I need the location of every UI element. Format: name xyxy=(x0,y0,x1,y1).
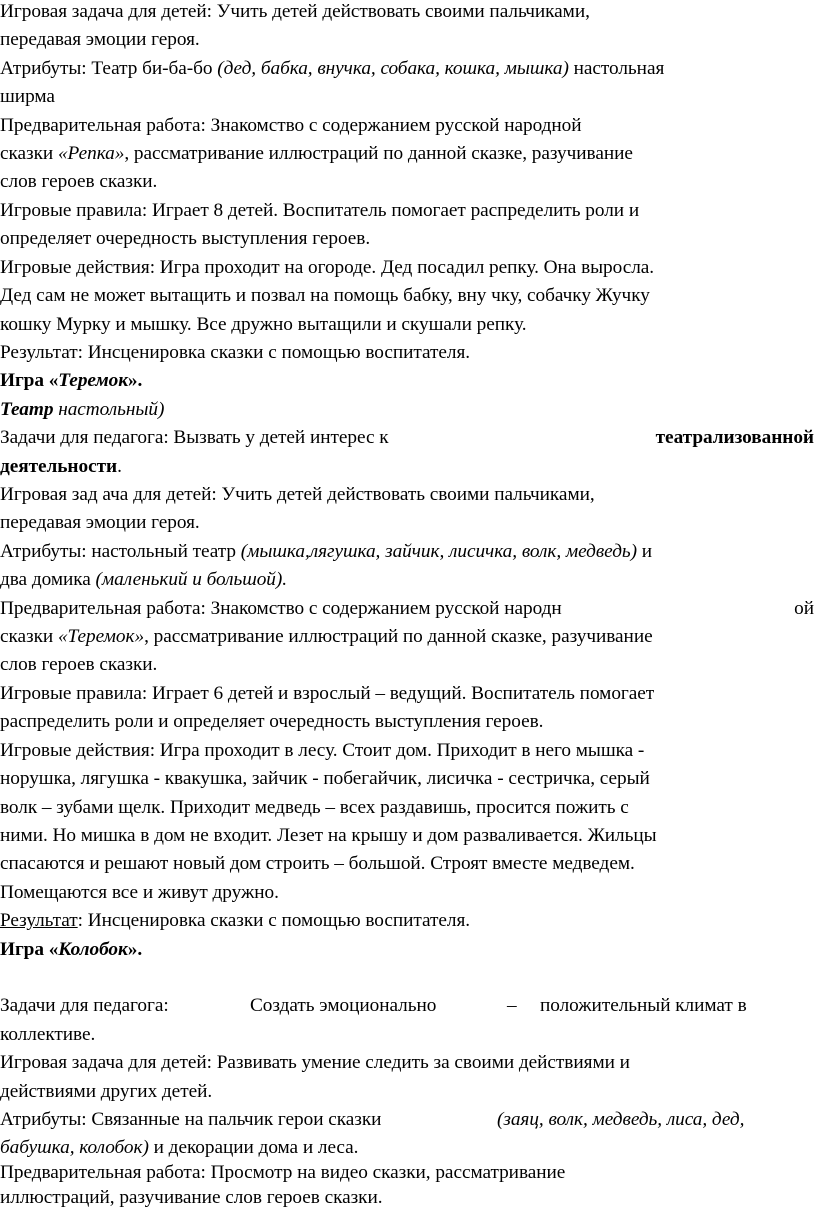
text-line: иллюстраций, разучивание слов героев сказки. xyxy=(0,1187,383,1208)
text-line: кошку Мурку и мышку. Все дружно вытащили и скушали репку. xyxy=(0,314,527,335)
text-line: Результат: Инсценировка сказки с помощью воспитателя. xyxy=(0,910,471,931)
text-line: ними. Но мишка в дом не входит. Лезет на крышу и дом разваливается. Жильцы xyxy=(0,825,657,846)
text-line: деятельности. xyxy=(0,456,122,477)
text-line: Игровая зад ача для детей: Учить детей действовать своими пальчиками, xyxy=(0,484,595,505)
text-line: Задачи для педагога: Создать эмоционально – положительный климат в xyxy=(0,995,747,1016)
text-line: Результат: Инсценировка сказки с помощью воспитателя. xyxy=(0,342,471,363)
text-line: волк – зубами щелк. Приходит медведь – всех раздавишь, просится пожить с xyxy=(0,797,629,818)
text-line: Задачи для педагога: Вызвать у детей интерес к театрализованной xyxy=(0,427,814,448)
text-line: Предварительная работа: Знакомство с содержанием русской народной xyxy=(0,115,582,136)
text-line: передавая эмоции героя. xyxy=(0,512,200,533)
text-line: Игровая задача для детей: Развивать умение следить за своими действиями и xyxy=(0,1052,630,1073)
text-line: норушка, лягушка - квакушка, зайчик - побегайчик, лисичка - сестричка, серый xyxy=(0,768,650,789)
text-line: сказки «Репка», рассматривание иллюстраций по данной сказке, разучивание xyxy=(0,143,633,164)
text-line: Игровые действия: Игра проходит на огороде. Дед посадил репку. Она выросла. xyxy=(0,257,655,278)
text-line: спасаются и решают новый дом строить – большой. Строят вместе медведем. xyxy=(0,853,635,874)
text-line: действиями других детей. xyxy=(0,1081,213,1102)
text-line: слов героев сказки. xyxy=(0,171,158,192)
text-line: передавая эмоции героя. xyxy=(0,29,200,50)
text-line: Помещаются все и живут дружно. xyxy=(0,882,279,903)
text-line: Игровая задача для детей: Учить детей действовать своими пальчиками, xyxy=(0,1,590,22)
text-line: сказки «Теремок», рассматривание иллюстраций по данной сказке, разучивание xyxy=(0,626,653,647)
text-line: Атрибуты: Театр би-ба-бо (дед, бабка, внучка, собака, кошка, мышка) настольная xyxy=(0,58,665,79)
text-line: определяет очередность выступления героев. xyxy=(0,228,371,249)
text-line: Игровые правила: Играет 8 детей. Воспитатель помогает распределить роли и xyxy=(0,200,640,221)
text-line: Предварительная работа: Просмотр на видео сказки, рассматривание xyxy=(0,1162,566,1183)
text-line: Атрибуты: Связанные на пальчик герои сказки (заяц, волк, медведь, лиса, дед, xyxy=(0,1109,745,1130)
text-line: слов героев сказки. xyxy=(0,654,158,675)
text-line: Атрибуты: настольный театр (мышка,лягушка, зайчик, лисичка, волк, медведь) и xyxy=(0,541,653,562)
text-line: два домика (маленький и большой). xyxy=(0,569,288,590)
section-heading: Игра «Колобок». xyxy=(0,939,143,960)
text-line: бабушка, колобок) и декорации дома и леса. xyxy=(0,1137,359,1158)
text-line: Дед сам не может вытащить и позвал на помощь бабку, вну чку, собачку Жучку xyxy=(0,285,650,306)
text-line: ширма xyxy=(0,86,55,107)
text-line: коллективе. xyxy=(0,1024,96,1045)
text-line: Игровые действия: Игра проходит в лесу. Стоит дом. Приходит в него мышка - xyxy=(0,740,645,761)
text-line: Игровые правила: Играет 6 детей и взрослый – ведущий. Воспитатель помогает xyxy=(0,683,655,704)
section-heading: Игра «Теремок». xyxy=(0,370,143,391)
text-line: Театр настольный) xyxy=(0,399,165,420)
text-line: распределить роли и определяет очередность выступления героев. xyxy=(0,711,544,732)
text-line: Предварительная работа: Знакомство с содержанием русской народн ой xyxy=(0,598,814,619)
